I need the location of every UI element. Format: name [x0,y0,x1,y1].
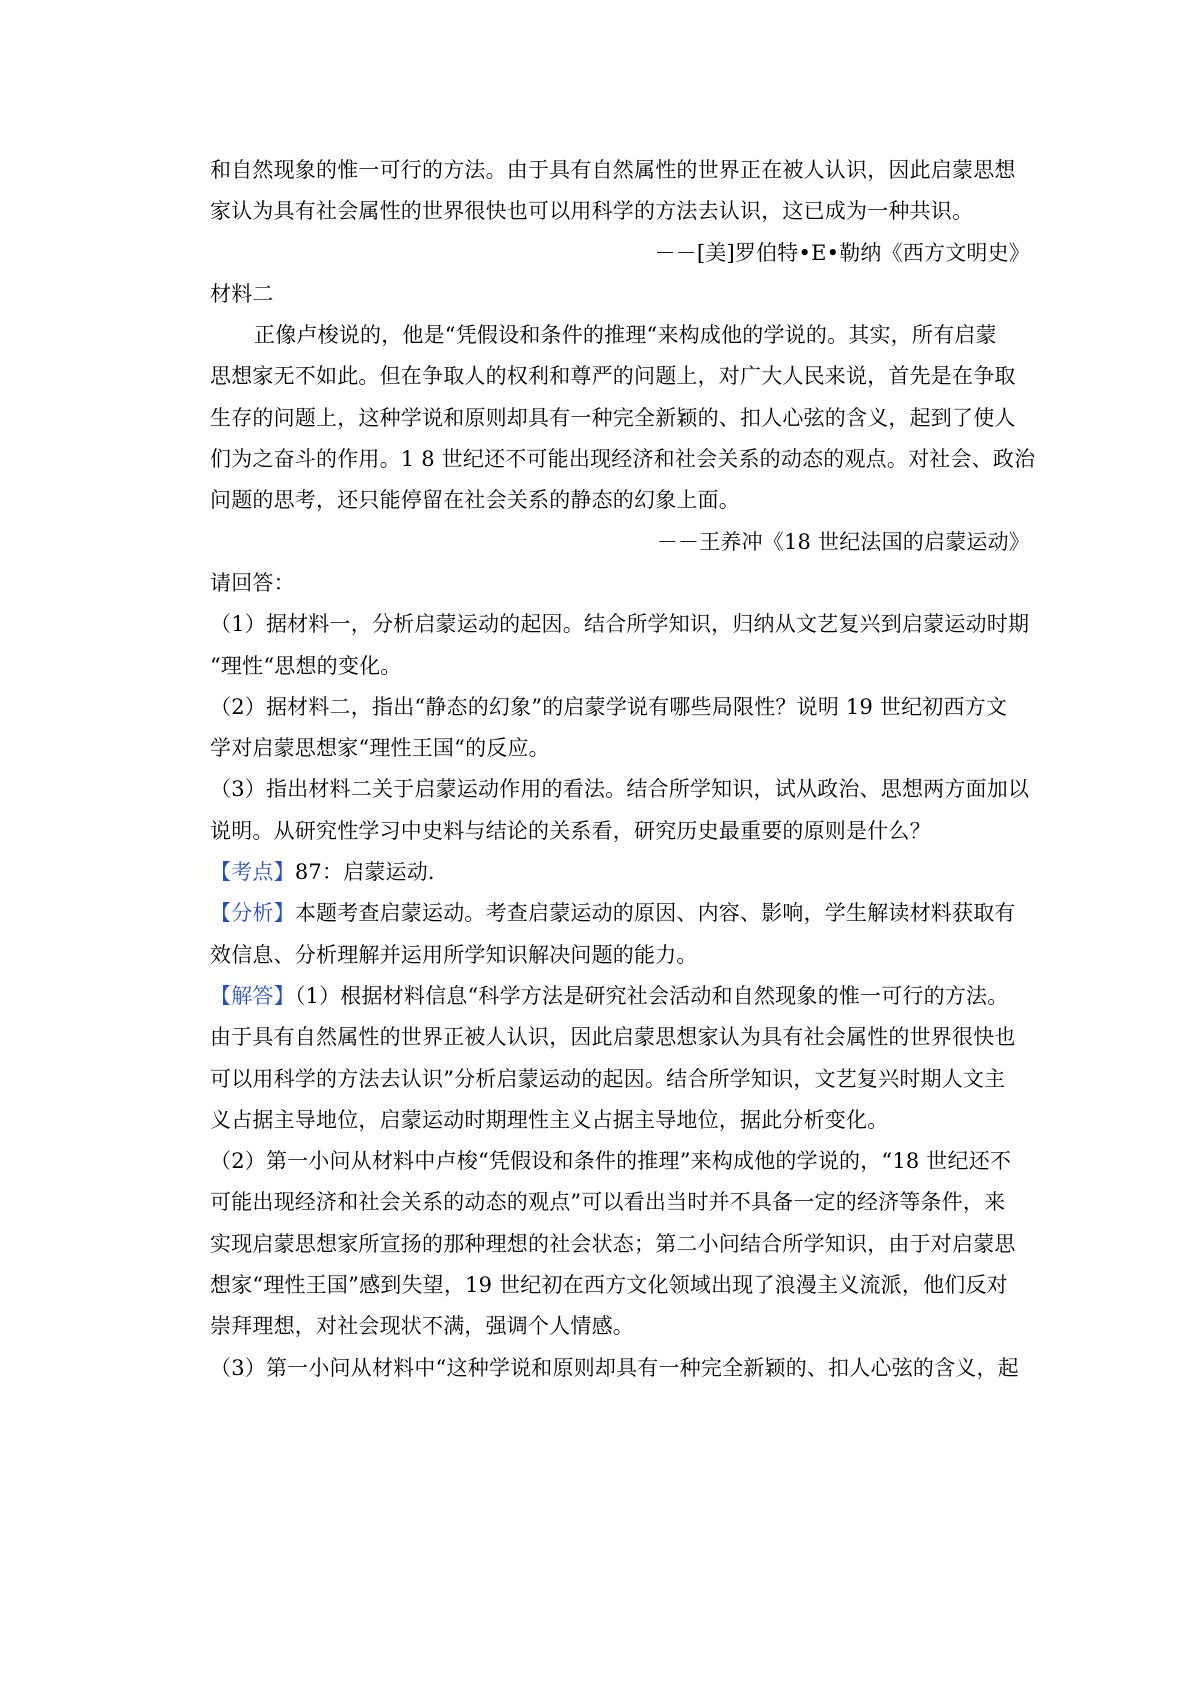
jieda-tag: 【解答】 [210,983,295,1008]
jieda-p2-line-3: 实现启蒙思想家所宣扬的那种理想的社会状态；第二小问结合所学知识，由于对启蒙思 [210,1231,1016,1256]
material-one-line-2: 家认为具有社会属性的世界很快也可以用科学的方法去认识，这已成为一种共识。 [210,199,974,224]
question-2-line-1: （2）据材料二，指出“静态的幻象”的启蒙学说有哪些局限性？说明 19 世纪初西方文 [210,694,1008,719]
fenxi-row [210,893,1030,934]
question-1-line-2: “理性“思想的变化。 [210,653,402,678]
question-3-line-1: （3）指出材料二关于启蒙运动作用的看法。结合所学知识，试从政治、思想两方面加以 [210,777,1030,802]
jieda-p3-line-1: （3）第一小问从材料中“这种学说和原则却具有一种完全新颖的、扣人心弦的含义，起 [210,1355,1019,1380]
jieda-p1-line-2: 由于具有自然属性的世界正被人认识，因此启蒙思想家认为具有社会属性的世界很快也 [210,1025,1016,1050]
question-3-line-2: 说明。从研究性学习中史料与结论的关系看，研究历史最重要的原则是什么？ [210,818,931,843]
question-1-line-1: （1）据材料一，分析启蒙运动的起因。结合所学知识，归纳从文艺复兴到启蒙运动时期 [210,612,1030,637]
kaodian-tag: 【考点】 [210,860,295,885]
document-page [210,150,1036,1389]
jieda-p2-line-5: 崇拜理想，对社会现状不满，强调个人情感。 [210,1314,634,1339]
material-two-line-1: 正像卢梭说的，他是“凭假设和条件的推理“来构成他的学说的。其实，所有启蒙 [254,323,997,348]
fenxi-line-2: 效信息、分析理解并运用所学知识解决问题的能力。 [210,942,698,967]
material-two-title: 材料二 [210,281,274,306]
jieda-text: （1）根据材料信息“科学方法是研究社会活动和自然现象的惟一可行的方法。 [294,983,1009,1008]
jieda-p2-line-1: （2）第一小问从材料中卢梭“凭假设和条件的推理”来构成他的学说的，“18 世纪还不 [210,1149,1012,1174]
material-two-line-4: 们为之奋斗的作用。1 8 世纪还不可能出现经济和社会关系的动态的观点。对社会、政治 [210,447,1036,472]
kaodian-text: 87：启蒙运动． [294,860,450,885]
jieda-p1-line-3: 可以用科学的方法去认识”分析启蒙运动的起因。结合所学知识，文艺复兴时期人文主 [210,1066,1006,1091]
jieda-p1-line-4: 义占据主导地位，启蒙运动时期理性主义占据主导地位，据此分析变化。 [210,1107,889,1132]
kaodian-row [210,852,1030,893]
question-2-line-2: 学对启蒙思想家“理性王国“的反应。 [210,736,550,761]
material-two-source: －－王养冲《18 世纪法国的启蒙运动》 [656,529,1030,554]
jieda-row [210,976,1030,1017]
jieda-p2-line-4: 想家“理性王国”感到失望，19 世纪初在西方文化领域出现了浪漫主义流派，他们反对 [210,1273,1008,1298]
material-two-line-5: 问题的思考，还只能停留在社会关系的静态的幻象上面。 [210,488,740,513]
fenxi-text: 本题考查启蒙运动。考查启蒙运动的原因、内容、影响，学生解读材料获取有 [294,901,1016,926]
material-two-line-3: 生存的问题上，这种学说和原则却具有一种完全新颖的、扣人心弦的含义，起到了使人 [210,405,1016,430]
fenxi-tag: 【分析】 [210,901,295,926]
material-two-line-2: 思想家无不如此。但在争取人的权利和尊严的问题上，对广大人民来说，首先是在争取 [210,364,1016,389]
material-one-line-1: 和自然现象的惟一可行的方法。由于具有自然属性的世界正在被人认识，因此启蒙思想 [210,158,1016,182]
material-one-source: －－[美]罗伯特•E•勒纳《西方文明史》 [654,240,1030,265]
prompt-label: 请回答： [210,570,295,595]
jieda-p2-line-2: 可能出现经济和社会关系的动态的观点”可以看出当时并不具备一定的经济等条件，来 [210,1190,1006,1215]
